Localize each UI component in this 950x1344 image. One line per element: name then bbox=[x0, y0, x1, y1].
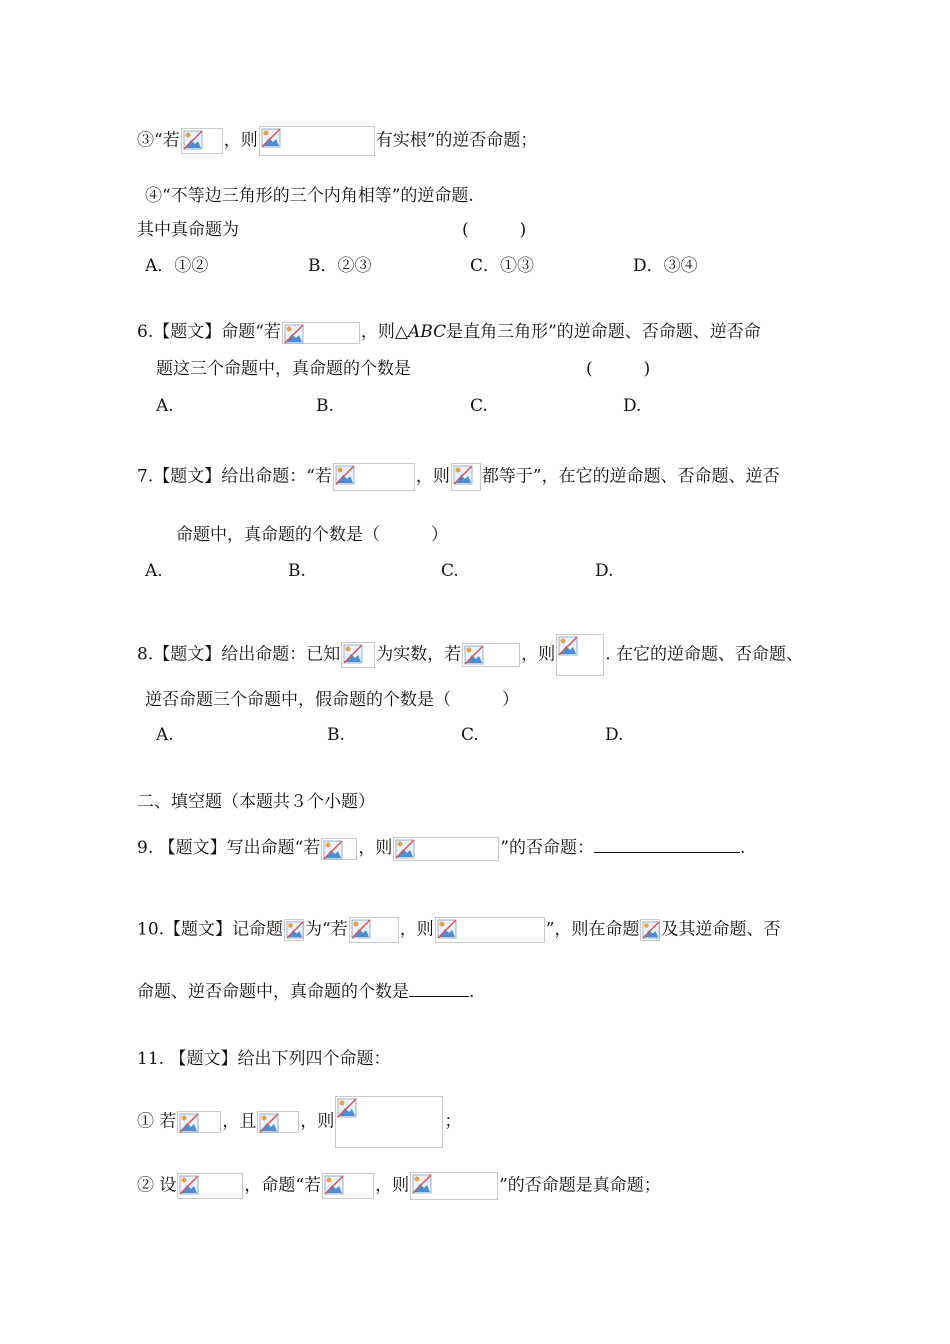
q10-line1: 10.【题文】记命题 为“若 ，则 ”，则在命题 及其逆命题、否 bbox=[137, 917, 780, 943]
q6-line1: 6.【题文】命题“若 ，则△ABC是直角三角形”的逆命题、否命题、逆否命 bbox=[137, 322, 761, 342]
q11-stem: 11. 【题文】给出下列四个命题： bbox=[137, 1049, 391, 1069]
q5-item4: ④“不等边三角形的三个内角相等”的逆命题. bbox=[145, 186, 474, 206]
answer-blank[interactable] bbox=[594, 836, 740, 853]
q7-option-d: D. bbox=[595, 561, 614, 581]
formula-image bbox=[284, 919, 304, 941]
formula-image bbox=[462, 643, 520, 667]
formula-image bbox=[177, 1111, 221, 1133]
formula-image bbox=[393, 837, 499, 861]
formula-image bbox=[451, 463, 481, 491]
formula-image bbox=[282, 322, 360, 344]
q10-line2: 命题、逆否命题中，真命题的个数是 . bbox=[137, 982, 475, 1002]
q5-option-a: A．①② bbox=[145, 256, 209, 276]
q5-answer-paren: ( ) bbox=[462, 220, 527, 240]
q6-answer-paren: ( ) bbox=[586, 359, 651, 379]
q6-option-c: C. bbox=[470, 396, 488, 416]
q5-stem: 其中真命题为 bbox=[137, 220, 239, 240]
formula-image bbox=[435, 917, 545, 943]
formula-image bbox=[556, 634, 604, 676]
q5-option-c: C．①③ bbox=[470, 256, 535, 276]
q8-option-a: A. bbox=[156, 725, 174, 745]
q11-item2: ② 设 ，命题“若 ，则 ”的否命题是真命题； bbox=[137, 1172, 661, 1200]
q6-option-a: A. bbox=[156, 396, 174, 416]
formula-image bbox=[341, 642, 375, 668]
formula-image bbox=[177, 1173, 243, 1199]
q7-option-b: B. bbox=[288, 561, 306, 581]
formula-image bbox=[335, 1096, 443, 1148]
formula-image bbox=[333, 463, 415, 491]
q5-option-d: D．③④ bbox=[633, 256, 698, 276]
formula-image bbox=[181, 128, 223, 154]
q7-line2: 命题中，真命题的个数是（ ） bbox=[176, 525, 448, 545]
q6-option-d: D. bbox=[623, 396, 642, 416]
q8-option-b: B. bbox=[327, 725, 345, 745]
q11-item1: ① 若 ，且 ，则 ； bbox=[137, 1096, 461, 1148]
q5-item3: ③“若 ，则 有实根”的逆否命题； bbox=[137, 126, 537, 156]
q9-line1: 9. 【题文】写出命题“若 ，则 ”的否命题： . bbox=[137, 836, 745, 861]
q7-option-a: A. bbox=[145, 561, 163, 581]
formula-image bbox=[349, 917, 399, 943]
q5-option-b: B．②③ bbox=[308, 256, 372, 276]
formula-image bbox=[322, 1173, 374, 1199]
formula-image bbox=[321, 838, 357, 860]
q8-line2: 逆否命题三个命题中，假命题的个数是（ ） bbox=[145, 690, 519, 710]
q6-line2: 题这三个命题中，真命题的个数是 bbox=[156, 359, 411, 379]
section-heading: 二、填空题（本题共３个小题） bbox=[137, 792, 375, 812]
answer-blank[interactable] bbox=[409, 980, 469, 997]
formula-image bbox=[640, 919, 660, 941]
q8-line1: 8.【题文】给出命题：已知 为实数，若 ，则 . 在它的逆命题、否命题、 bbox=[137, 634, 803, 676]
q8-option-c: C. bbox=[461, 725, 479, 745]
formula-image bbox=[259, 126, 375, 156]
formula-image bbox=[257, 1111, 299, 1133]
formula-image bbox=[410, 1172, 498, 1200]
q7-option-c: C. bbox=[441, 561, 459, 581]
q7-line1: 7.【题文】给出命题：“若 ，则 都等于”，在它的逆命题、否命题、逆否 bbox=[137, 463, 780, 491]
q6-option-b: B. bbox=[316, 396, 334, 416]
q8-option-d: D. bbox=[605, 725, 624, 745]
